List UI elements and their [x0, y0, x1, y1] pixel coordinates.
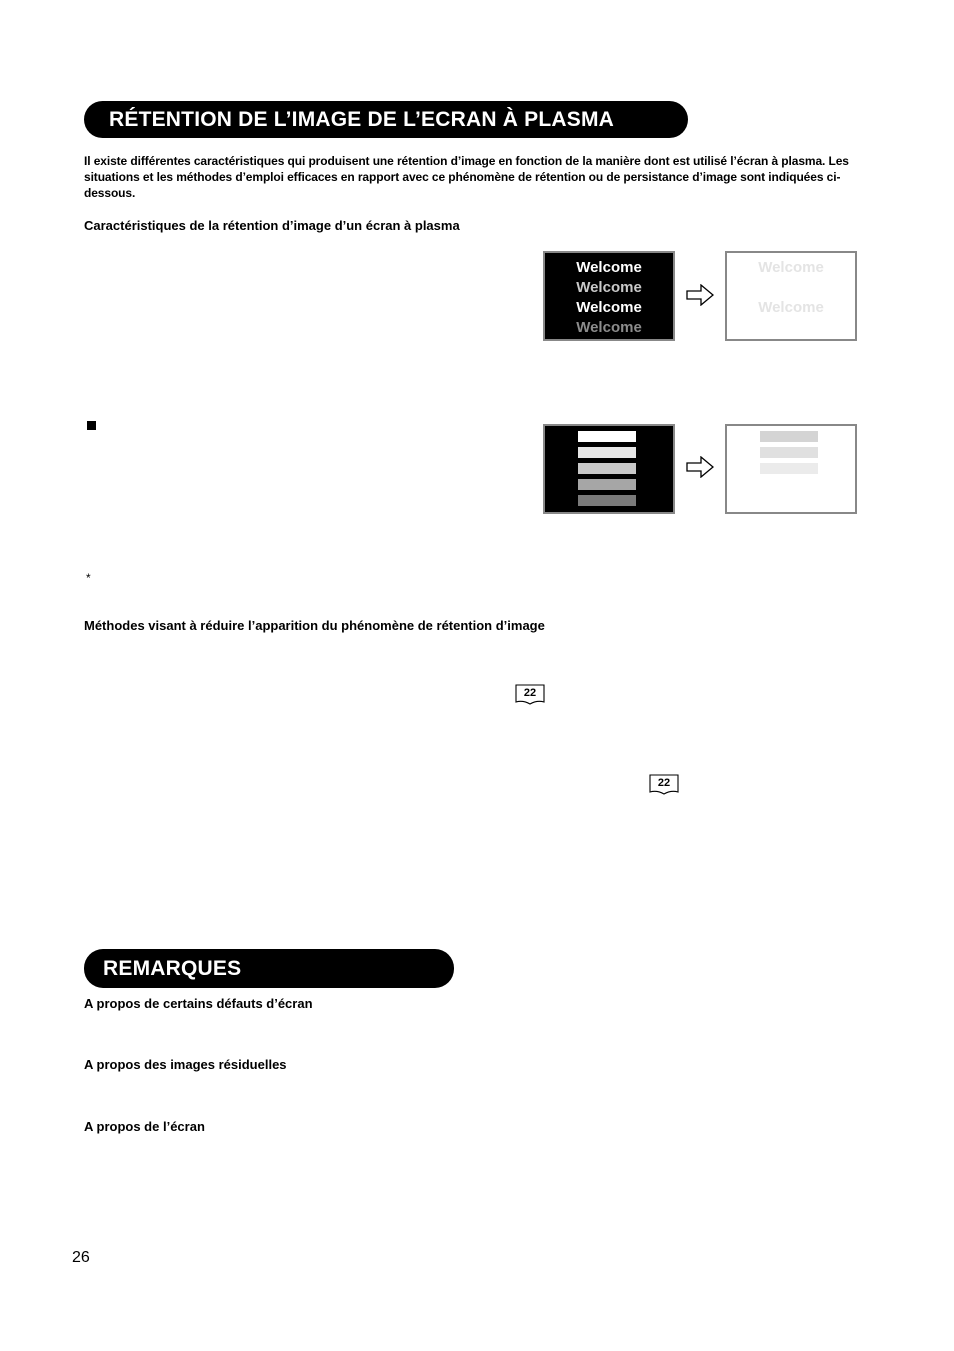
figure2-after-screen: [725, 424, 857, 514]
remark-heading-defects: A propos de certains défauts d’écran: [84, 996, 313, 1011]
figure1-after-screen: [725, 251, 857, 341]
figure2-before-bar: [578, 447, 636, 458]
figure2-after-bar: [760, 431, 818, 442]
remark-heading-residual-images: A propos des images résiduelles: [84, 1057, 287, 1072]
open-book-page-icon: [649, 773, 679, 797]
page-ref-number: 22: [657, 777, 671, 789]
figure1-before-screen: [543, 251, 675, 341]
figure1-before-line-2: Welcome: [576, 279, 642, 296]
section-title-text: RÉTENTION DE L’IMAGE DE L’ECRAN À PLASMA: [109, 107, 615, 131]
subheading-characteristics: Caractéristiques de la rétention d’image d’un écran à plasma: [84, 218, 460, 233]
hollow-right-arrow-icon: [686, 456, 714, 478]
figure1-after-line-2: Welcome: [758, 299, 824, 316]
intro-paragraph: Il existe différentes caractéristiques qui produisent une rétention d’image en fonction de la manière dont est utilisé l’écran à plasma. Les situations et les méthodes d’emploi efficaces en rapport avec ce phénomène de rétention ou de persistance d’image sont indiquées ci-dessous.: [84, 154, 849, 200]
hollow-right-arrow-icon: [686, 284, 714, 306]
figure1-before-line-1: Welcome: [576, 259, 642, 276]
open-book-page-icon: [515, 683, 545, 707]
figure2-after-bar: [760, 447, 818, 458]
figure1-before-line-3: Welcome: [576, 299, 642, 316]
figure2-before-screen: [543, 424, 675, 514]
page-ref-number: 22: [523, 687, 537, 699]
bullet-square: [87, 421, 96, 430]
figure2-before-bar: [578, 479, 636, 490]
remark-heading-screen: A propos de l’écran: [84, 1119, 205, 1134]
figure2-before-bar: [578, 495, 636, 506]
subheading-methods: Méthodes visant à réduire l’apparition du phénomène de rétention d’image: [84, 618, 545, 633]
figure2-after-bar: [760, 463, 818, 474]
figure1-after-line-1: Welcome: [758, 259, 824, 276]
page-number: 26: [72, 1249, 90, 1266]
section-title-remarques: [84, 949, 454, 988]
figure1-before-line-4: Welcome: [576, 319, 642, 336]
asterisk-note: *: [86, 571, 91, 585]
figure2-before-bar: [578, 431, 636, 442]
section-title-text: REMARQUES: [103, 956, 242, 980]
section-title-retention: [84, 101, 688, 138]
figure2-before-bar: [578, 463, 636, 474]
